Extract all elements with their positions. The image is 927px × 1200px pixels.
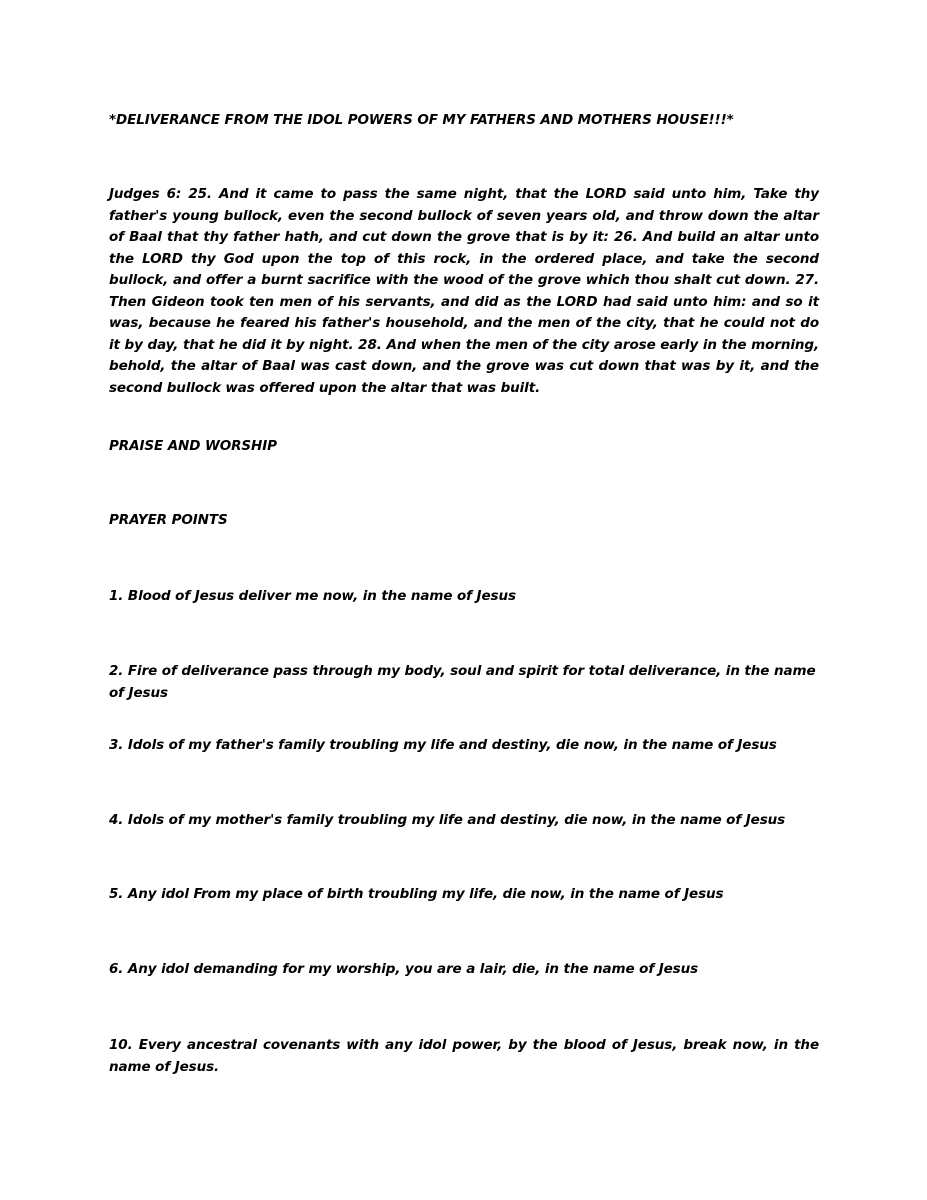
- prayer-points-heading: PRAYER POINTS: [109, 512, 228, 528]
- prayer-point-1: 1. Blood of Jesus deliver me now, in the name of Jesus: [109, 588, 516, 604]
- prayer-point-3: 3. Idols of my father's family troubling my life and destiny, die now, in the name of Jesus: [109, 737, 777, 753]
- prayer-point-10: 10. Every ancestral covenants with any idol power, by the blood of Jesus, break now, in the name of Jesus.: [109, 1037, 819, 1075]
- prayer-point-6: 6. Any idol demanding for my worship, you are a lair, die, in the name of Jesus: [109, 961, 699, 977]
- prayer-point-5: 5. Any idol From my place of birth troubling my life, die now, in the name of Jesus: [109, 886, 724, 902]
- prayer-point-4: 4. Idols of my mother's family troubling my life and destiny, die now, in the name of Jesus: [109, 812, 786, 828]
- scripture-passage: Judges 6: 25. And it came to pass the same night, that the LORD said unto him, Take thy father's young bullock, even the second bullock of seven years old, and throw down the altar of Baal that thy father hath, and cut down the grove that is by it: 26. And build an altar unto the LORD thy God upon the top of this rock, in the ordered place, and take the second bullock, and offer a burnt sacrifice with the wood of the grove which thou shalt cut down. 27. Then Gideon took ten men of his servants, and did as the LORD had said unto him: and so it was, because he feared his father's household, and the men of the city, that he could not do it by day, that he did it by night. 28. And when the men of the city arose early in the morning, behold, the altar of Baal was cast down, and the grove was cut down that was by it, and the second bullock was offered upon the altar that was built.: [109, 186, 819, 396]
- prayer-point-2: 2. Fire of deliverance pass through my body, soul and spirit for total deliverance, in the name of Jesus: [109, 663, 816, 701]
- praise-heading: PRAISE AND WORSHIP: [109, 438, 277, 454]
- document-title: *DELIVERANCE FROM THE IDOL POWERS OF MY FATHERS AND MOTHERS HOUSE!!!*: [109, 112, 734, 128]
